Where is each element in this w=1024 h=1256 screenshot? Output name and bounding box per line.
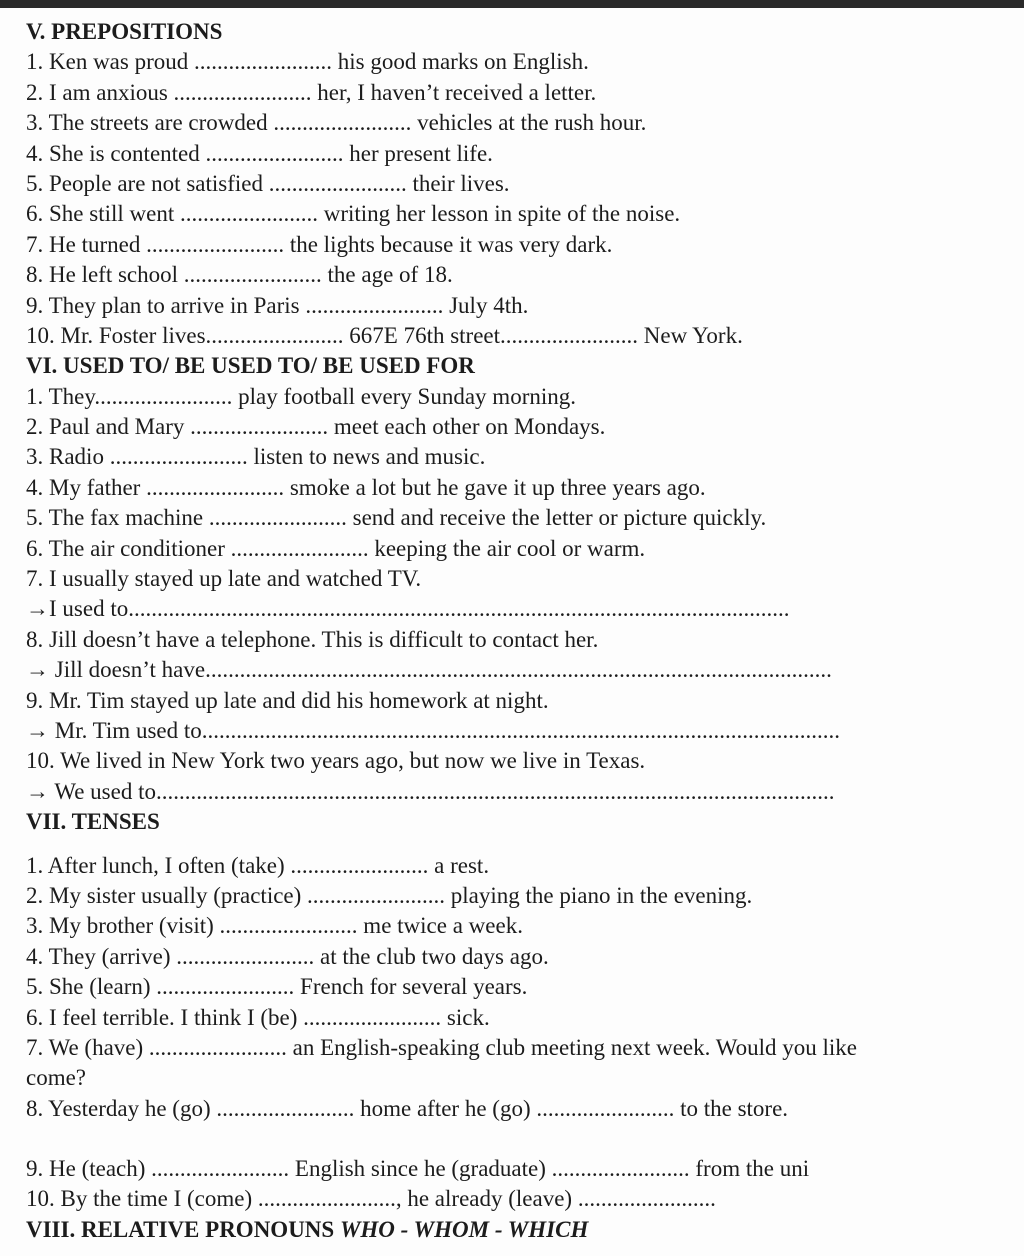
spacer	[26, 838, 1024, 851]
exercise-item: 10. Mr. Foster lives........................ 667E 76th street........................ New York.	[26, 322, 743, 348]
exercise-item-continuation: come?	[26, 1065, 87, 1091]
section-heading-used-to: VI. USED TO/ BE USED TO/ BE USED FOR	[26, 353, 475, 379]
exercise-item: 4. She is contented ........................ her present life.	[26, 140, 493, 166]
exercise-item: 1. They........................ play football every Sunday morning.	[26, 383, 577, 409]
exercise-item: 5. She (learn) ........................ French for several years.	[26, 974, 528, 1000]
rewrite-line: →I used to...................................................................................................................	[26, 596, 790, 622]
exercise-item: 10. By the time I (come) ........................, he already (leave) ........................	[26, 1186, 716, 1212]
exercise-item: 3. The streets are crowded ........................ vehicles at the rush hour.	[26, 110, 647, 136]
exercise-item: 9. They plan to arrive in Paris ........................ July 4th.	[26, 292, 529, 318]
exercise-item: 5. People are not satisfied ........................ their lives.	[26, 170, 510, 196]
exercise-item: 9. Mr. Tim stayed up late and did his homework at night.	[26, 687, 549, 713]
exercise-item: 2. My sister usually (practice) ........................ playing the piano in the evening.	[26, 882, 753, 908]
exercise-item: 8. Yesterday he (go) ........................ home after he (go) ........................ to the store.	[26, 1095, 789, 1121]
rewrite-line: → Jill doesn’t have.............................................................................................................	[26, 657, 832, 683]
rewrite-line: → Mr. Tim used to...............................................................................................................	[26, 717, 840, 743]
exercise-item: 1. Ken was proud ........................ his good marks on English.	[26, 49, 589, 75]
spacer	[26, 1124, 1024, 1154]
section-heading-tenses: VII. TENSES	[26, 809, 160, 835]
exercise-item: 4. They (arrive) ........................ at the club two days ago.	[26, 943, 549, 969]
exercise-item: 7. We (have) ........................ an English-speaking club meeting next week. Would you like	[26, 1034, 857, 1060]
exercise-item: 3. Radio ........................ listen to news and music.	[26, 444, 486, 470]
exercise-item: 4. My father ........................ smoke a lot but he gave it up three years ago.	[26, 474, 706, 500]
heading-prefix: VIII. RELATIVE PRONOUNS	[26, 1216, 340, 1242]
exercise-item: 9. He (teach) ........................ English since he (graduate) ........................ from the uni	[26, 1156, 810, 1182]
exercise-item: 7. I usually stayed up late and watched TV.	[26, 566, 422, 592]
section-heading-prepositions: V. PREPOSITIONS	[26, 19, 223, 44]
exercise-item: 8. Jill doesn’t have a telephone. This is difficult to contact her.	[26, 626, 599, 652]
exercise-item: 6. I feel terrible. I think I (be) ........................ sick.	[26, 1004, 490, 1030]
rewrite-line: → We used to......................................................................................................................	[26, 778, 835, 804]
heading-italic-part: WHO - WHOM - WHICH	[339, 1216, 589, 1242]
exercise-item: 3. My brother (visit) ........................ me twice a week.	[26, 913, 523, 939]
exercise-item: 2. Paul and Mary ........................ meet each other on Mondays.	[26, 414, 606, 440]
exercise-item: 6. The air conditioner ........................ keeping the air cool or warm.	[26, 535, 646, 561]
exercise-item: 2. I am anxious ........................ her, I haven’t received a letter.	[26, 79, 597, 105]
exercise-item: 1. After lunch, I often (take) ........................ a rest.	[26, 852, 490, 878]
section-heading-relative-pronouns	[26, 1215, 1024, 1245]
exercise-item: 6. She still went ........................ writing her lesson in spite of the noise.	[26, 201, 681, 227]
exercise-item: 10. We lived in New York two years ago, but now we live in Texas.	[26, 748, 646, 774]
exercise-item: 7. He turned ........................ the lights because it was very dark.	[26, 231, 613, 257]
worksheet	[26, 17, 1024, 1245]
exercise-item: 8. He left school ........................ the age of 18.	[26, 262, 453, 288]
top-border	[0, 0, 1024, 8]
exercise-item: 5. The fax machine ........................ send and receive the letter or picture quickly.	[26, 505, 767, 531]
